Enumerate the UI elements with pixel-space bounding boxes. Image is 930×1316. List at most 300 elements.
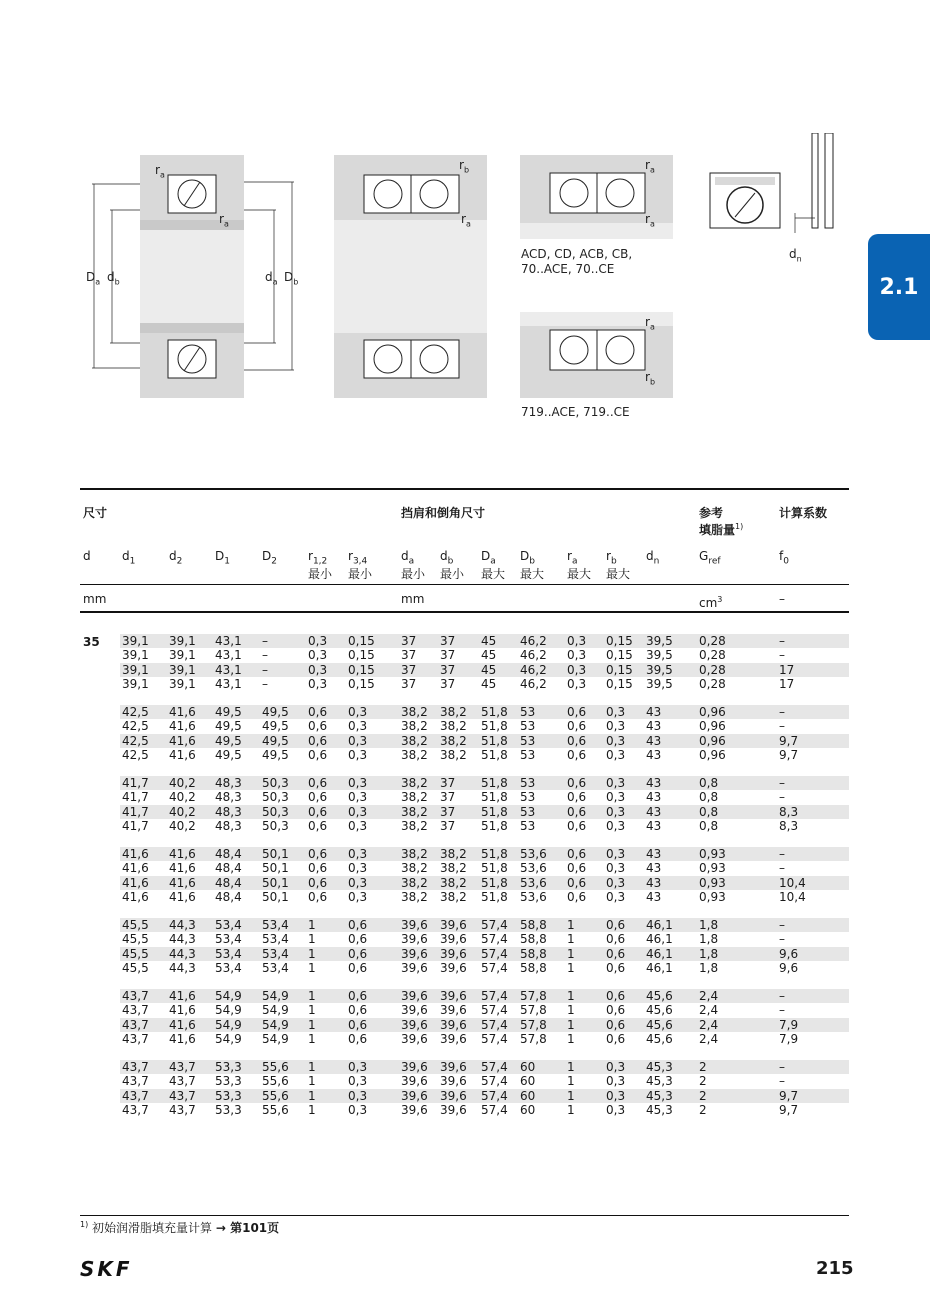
table-cell: 60: [520, 1060, 536, 1074]
table-cell: 49,5: [262, 719, 289, 734]
table-cell: 53,6: [520, 875, 547, 890]
table-cell: 54,9: [215, 989, 242, 1003]
table-cell: 1,8: [699, 960, 719, 975]
table-cell: 55,6: [262, 1074, 289, 1089]
table-cell: –: [779, 634, 785, 648]
table-cell: 38,2: [440, 747, 467, 762]
table-cell: 0,15: [606, 648, 633, 663]
table-cell: 53: [520, 818, 536, 833]
table-cell: 0,3: [308, 676, 328, 691]
table-row: [120, 790, 849, 804]
table-cell: 0,3: [348, 747, 368, 762]
table-cell: 39,6: [440, 1074, 467, 1089]
table-cell: 50,3: [262, 804, 289, 819]
table-cell: 41,6: [169, 747, 196, 762]
table-cell: 46,1: [646, 932, 673, 947]
table-cell: 0,3: [348, 1088, 368, 1103]
table-cell: 0,3: [606, 705, 626, 719]
d-value: 35: [83, 635, 100, 649]
table-row: [120, 876, 849, 890]
table-cell: 55,6: [262, 1060, 289, 1074]
table-cell: 39,6: [401, 946, 428, 961]
table-cell: 45,5: [122, 932, 149, 947]
table-cell: 48,4: [215, 889, 242, 904]
table-cell: 44,3: [169, 932, 196, 947]
table-cell: 53,3: [215, 1060, 242, 1074]
page-number: 215: [816, 1258, 854, 1279]
label-ra-3: $r_a$: [461, 212, 471, 229]
table-cell: 1: [308, 1088, 316, 1103]
table-cell: 8,3: [779, 818, 799, 833]
col-Db: $D_b$ 最大: [520, 549, 545, 582]
table-cell: 0,3: [606, 747, 626, 762]
table-cell: –: [779, 776, 785, 790]
table-cell: 53,4: [215, 946, 242, 961]
col-rb: $r_b$ 最大: [606, 549, 631, 582]
table-cell: 1: [308, 918, 316, 932]
table-cell: –: [779, 790, 785, 805]
table-cell: 46,2: [520, 662, 547, 677]
table-cell: 48,3: [215, 776, 242, 790]
table-cell: 43,7: [169, 1088, 196, 1103]
table-cell: 0,3: [606, 847, 626, 861]
table-cell: 45,6: [646, 1003, 673, 1018]
table-cell: 2,4: [699, 1031, 719, 1046]
table-cell: 0,6: [348, 960, 368, 975]
table-cell: 51,8: [481, 733, 508, 748]
table-cell: 39,6: [440, 1088, 467, 1103]
table-cell: 1: [567, 1060, 575, 1074]
table-cell: 0,3: [606, 776, 626, 790]
label-db: $d_b$: [107, 270, 120, 287]
table-row: [120, 634, 849, 648]
table-cell: 0,96: [699, 733, 726, 748]
table-cell: 41,6: [169, 705, 196, 719]
table-cell: 48,3: [215, 804, 242, 819]
table-cell: 17: [779, 662, 795, 677]
table-cell: 50,1: [262, 861, 289, 876]
table-cell: 49,5: [215, 719, 242, 734]
table-cell: 0,3: [606, 1060, 626, 1074]
table-cell: 0,3: [348, 804, 368, 819]
table-cell: 1: [567, 989, 575, 1003]
table-cell: 38,2: [401, 733, 428, 748]
table-cell: 39,6: [401, 1003, 428, 1018]
table-cell: 1: [308, 1003, 316, 1018]
table-cell: 39,6: [440, 1003, 467, 1018]
table-cell: 39,5: [646, 662, 673, 677]
table-cell: 1: [567, 1031, 575, 1046]
table-cell: 54,9: [262, 1017, 289, 1032]
table-cell: 0,3: [348, 1060, 368, 1074]
table-cell: 41,6: [169, 889, 196, 904]
table-cell: 55,6: [262, 1088, 289, 1103]
table-cell: 0,6: [308, 804, 328, 819]
table-cell: 37: [401, 676, 417, 691]
table-cell: 38,2: [440, 733, 467, 748]
caption-acd: [521, 247, 632, 277]
table-cell: 39,6: [401, 960, 428, 975]
table-cell: 0,6: [308, 733, 328, 748]
table-cell: 49,5: [215, 747, 242, 762]
table-cell: 0,3: [308, 662, 328, 677]
table-row: [120, 890, 849, 904]
table-cell: 10,4: [779, 889, 806, 904]
table-cell: 46,1: [646, 918, 673, 932]
table-cell: 0,6: [606, 1017, 626, 1032]
table-cell: 39,6: [440, 1017, 467, 1032]
label-ra-5: $r_a$: [645, 212, 655, 229]
col-ra: $r_a$ 最大: [567, 549, 592, 582]
table-cell: 45,6: [646, 1017, 673, 1032]
table-cell: –: [779, 861, 785, 876]
table-cell: 50,3: [262, 776, 289, 790]
table-cell: 39,1: [169, 634, 196, 648]
table-cell: 45: [481, 676, 497, 691]
table-cell: 53: [520, 804, 536, 819]
table-cell: 57,4: [481, 946, 508, 961]
table-cell: 51,8: [481, 875, 508, 890]
table-cell: 41,6: [169, 719, 196, 734]
table-cell: 37: [440, 818, 456, 833]
table-cell: 39,1: [122, 676, 149, 691]
table-cell: 45,6: [646, 1031, 673, 1046]
table-cell: 39,6: [401, 1017, 428, 1032]
table-cell: 54,9: [262, 1031, 289, 1046]
table-cell: 60: [520, 1074, 536, 1089]
table-cell: 1: [308, 932, 316, 947]
table-cell: 45,3: [646, 1088, 673, 1103]
table-cell: 43,1: [215, 662, 242, 677]
label-Da: $D_a$: [86, 270, 101, 287]
table-cell: 43,7: [122, 1088, 149, 1103]
table-row: [120, 748, 849, 762]
table-cell: 43: [646, 861, 662, 876]
table-cell: 50,1: [262, 847, 289, 861]
table-cell: 0,3: [606, 790, 626, 805]
skf-logo: SKF: [80, 1257, 133, 1281]
table-cell: 46,2: [520, 634, 547, 648]
table-cell: 45,5: [122, 918, 149, 932]
table-cell: 1: [567, 1017, 575, 1032]
table-row: [120, 1060, 849, 1074]
table-cell: 0,15: [606, 676, 633, 691]
table-cell: 38,2: [401, 705, 428, 719]
table-cell: 51,8: [481, 705, 508, 719]
table-cell: 0,3: [348, 733, 368, 748]
table-cell: 55,6: [262, 1102, 289, 1117]
table-cell: 43: [646, 705, 662, 719]
table-cell: 38,2: [401, 875, 428, 890]
table-cell: 0,15: [348, 662, 375, 677]
table-cell: 41,6: [169, 1031, 196, 1046]
table-cell: 1,8: [699, 918, 719, 932]
table-cell: 39,5: [646, 648, 673, 663]
table-cell: –: [779, 918, 785, 932]
table-cell: –: [779, 1060, 785, 1074]
table-cell: 39,1: [122, 634, 149, 648]
table-cell: 0,6: [567, 790, 587, 805]
table-cell: 45,3: [646, 1074, 673, 1089]
table-cell: 38,2: [401, 847, 428, 861]
label-ra-2: $r_a$: [219, 212, 229, 229]
figure-dn-detail: [705, 133, 840, 233]
table-cell: 39,6: [401, 1074, 428, 1089]
table-cell: 39,1: [169, 662, 196, 677]
table-cell: 0,28: [699, 662, 726, 677]
table-cell: 53: [520, 747, 536, 762]
table-cell: 0,3: [348, 790, 368, 805]
table-cell: 38,2: [440, 889, 467, 904]
table-cell: 0,6: [308, 847, 328, 861]
table-cell: 51,8: [481, 747, 508, 762]
table-cell: 0,3: [606, 1102, 626, 1117]
table-cell: 37: [440, 804, 456, 819]
table-cell: 57,4: [481, 918, 508, 932]
table-cell: 37: [440, 790, 456, 805]
table-cell: 57,4: [481, 1088, 508, 1103]
table-cell: 48,4: [215, 861, 242, 876]
table-cell: 0,6: [308, 790, 328, 805]
table-top-rule: [80, 488, 849, 490]
label-rb-2: $r_b$: [645, 370, 656, 387]
table-cell: 0,3: [606, 861, 626, 876]
table-cell: 40,2: [169, 790, 196, 805]
table-row: [120, 663, 849, 677]
table-cell: 57,8: [520, 989, 547, 1003]
table-cell: 40,2: [169, 776, 196, 790]
table-cell: 51,8: [481, 804, 508, 819]
table-cell: 0,3: [567, 634, 587, 648]
table-cell: 0,6: [606, 960, 626, 975]
table-row: [120, 961, 849, 975]
table-cell: 0,6: [348, 932, 368, 947]
table-cell: 1: [567, 1074, 575, 1089]
table-cell: 0,15: [348, 676, 375, 691]
table-cell: 0,93: [699, 861, 726, 876]
table-cell: 0,3: [348, 1102, 368, 1117]
table-cell: 39,6: [401, 989, 428, 1003]
header-reference-grease: 参考 填脂量$^{1)}$: [699, 506, 744, 537]
table-cell: 41,6: [169, 875, 196, 890]
table-cell: –: [779, 932, 785, 947]
table-cell: 0,3: [308, 648, 328, 663]
table-cell: 2: [699, 1074, 707, 1089]
table-cell: 1: [308, 1060, 316, 1074]
table-cell: 44,3: [169, 946, 196, 961]
table-row: [120, 932, 849, 946]
table-cell: 7,9: [779, 1031, 799, 1046]
table-cell: 53,3: [215, 1074, 242, 1089]
table-row: [120, 1103, 849, 1117]
table-cell: 0,6: [567, 705, 587, 719]
col-D2: $D_2$: [262, 549, 277, 567]
table-cell: 50,1: [262, 875, 289, 890]
table-cell: 0,6: [308, 818, 328, 833]
table-cell: –: [779, 705, 785, 719]
table-cell: 49,5: [215, 733, 242, 748]
table-cell: 0,3: [348, 818, 368, 833]
table-cell: 0,3: [606, 1088, 626, 1103]
caption-acd-line1: ACD, CD, ACB, CB,: [521, 247, 633, 261]
table-cell: 43: [646, 747, 662, 762]
table-cell: 43,7: [169, 1074, 196, 1089]
table-cell: 0,6: [567, 889, 587, 904]
table-cell: 0,6: [567, 818, 587, 833]
col-dn: $d_n$: [646, 549, 660, 567]
table-cell: 45,3: [646, 1060, 673, 1074]
table-unit-rule: [80, 611, 849, 613]
table-cell: 0,6: [348, 946, 368, 961]
footer-rule: [80, 1215, 849, 1216]
table-cell: 53,6: [520, 861, 547, 876]
header-dimensions: 尺寸: [83, 506, 108, 520]
table-cell: 43: [646, 733, 662, 748]
table-cell: 0,6: [606, 1031, 626, 1046]
col-Da: $D_a$ 最大: [481, 549, 506, 582]
table-header-rule: [80, 584, 849, 585]
table-cell: 45: [481, 634, 497, 648]
table-cell: 43: [646, 804, 662, 819]
table-cell: 0,6: [567, 861, 587, 876]
table-cell: 41,6: [122, 861, 149, 876]
table-cell: 58,8: [520, 946, 547, 961]
table-row: [120, 1018, 849, 1032]
table-cell: 0,6: [308, 875, 328, 890]
table-cell: 37: [440, 634, 456, 648]
table-cell: 0,6: [567, 847, 587, 861]
table-cell: 0,6: [567, 875, 587, 890]
table-cell: 41,6: [169, 1003, 196, 1018]
table-cell: 0,6: [348, 1003, 368, 1018]
table-cell: 1: [567, 1088, 575, 1103]
table-cell: 60: [520, 1088, 536, 1103]
table-cell: 43: [646, 790, 662, 805]
unit-mm-2: mm: [401, 592, 425, 606]
table-cell: 0,93: [699, 847, 726, 861]
table-cell: 38,2: [401, 804, 428, 819]
table-cell: 51,8: [481, 818, 508, 833]
table-cell: 39,5: [646, 676, 673, 691]
table-cell: 39,6: [440, 960, 467, 975]
table-cell: 0,15: [606, 634, 633, 648]
table-cell: 0,3: [348, 1074, 368, 1089]
table-cell: 0,6: [308, 776, 328, 790]
table-cell: 0,93: [699, 875, 726, 890]
table-cell: 0,15: [348, 648, 375, 663]
table-cell: 45: [481, 662, 497, 677]
table-cell: 39,6: [440, 946, 467, 961]
table-cell: 49,5: [262, 705, 289, 719]
table-cell: 1: [308, 946, 316, 961]
table-cell: 1: [308, 989, 316, 1003]
table-cell: 0,3: [348, 861, 368, 876]
table-cell: 0,3: [567, 648, 587, 663]
table-cell: 50,1: [262, 889, 289, 904]
table-cell: 41,6: [122, 889, 149, 904]
unit-cm3: $cm^3$: [699, 595, 723, 610]
table-cell: 0,3: [606, 889, 626, 904]
table-cell: 43: [646, 719, 662, 734]
col-db: $d_b$ 最小: [440, 549, 465, 582]
table-cell: 9,6: [779, 960, 799, 975]
header-abutment: 挡肩和倒角尺寸: [401, 506, 486, 520]
unit-dash: –: [779, 592, 785, 606]
table-cell: 1: [308, 960, 316, 975]
table-cell: 0,3: [606, 733, 626, 748]
table-cell: 0,15: [606, 662, 633, 677]
table-cell: 57,4: [481, 1074, 508, 1089]
label-ra-4: $r_a$: [645, 158, 655, 175]
col-Gref: $G_{ref}$: [699, 549, 721, 567]
table-cell: 2: [699, 1088, 707, 1103]
table-cell: 44,3: [169, 918, 196, 932]
table-cell: 53,4: [215, 918, 242, 932]
table-cell: 40,2: [169, 818, 196, 833]
table-cell: 1: [567, 932, 575, 947]
table-cell: 1: [308, 1017, 316, 1032]
table-cell: 46,2: [520, 648, 547, 663]
table-cell: 43,7: [122, 989, 149, 1003]
table-cell: 54,9: [215, 1003, 242, 1018]
table-cell: 1,8: [699, 946, 719, 961]
table-cell: 53,4: [262, 932, 289, 947]
table-cell: –: [779, 1003, 785, 1018]
table-cell: 39,6: [401, 1060, 428, 1074]
table-cell: 46,2: [520, 676, 547, 691]
table-cell: 0,3: [348, 875, 368, 890]
col-da: $d_a$ 最小: [401, 549, 426, 582]
table-cell: 49,5: [262, 747, 289, 762]
table-cell: 38,2: [401, 776, 428, 790]
table-cell: 0,6: [348, 918, 368, 932]
table-cell: 57,4: [481, 1017, 508, 1032]
table-cell: 1: [567, 946, 575, 961]
table-cell: 0,3: [308, 634, 328, 648]
table-cell: 39,6: [440, 1060, 467, 1074]
table-cell: 44,3: [169, 960, 196, 975]
table-cell: 57,8: [520, 1017, 547, 1032]
table-cell: 0,8: [699, 776, 719, 790]
table-cell: 39,1: [169, 648, 196, 663]
table-cell: 43,7: [122, 1017, 149, 1032]
table-cell: 9,7: [779, 1102, 799, 1117]
table-cell: 0,6: [348, 1017, 368, 1032]
table-cell: 0,6: [348, 1031, 368, 1046]
table-cell: 45,5: [122, 946, 149, 961]
table-cell: 39,6: [401, 1088, 428, 1103]
table-cell: 1: [567, 1003, 575, 1018]
table-cell: 43,1: [215, 676, 242, 691]
table-cell: 43,1: [215, 648, 242, 663]
table-cell: 43,7: [122, 1031, 149, 1046]
table-cell: 0,93: [699, 889, 726, 904]
table-cell: 2,4: [699, 989, 719, 1003]
table-cell: 1: [567, 918, 575, 932]
table-cell: 1: [308, 1102, 316, 1117]
table-cell: 45,5: [122, 960, 149, 975]
table-cell: 57,4: [481, 1102, 508, 1117]
table-cell: 42,5: [122, 719, 149, 734]
table-row: [120, 776, 849, 790]
header-calc-factor: 计算系数: [779, 506, 828, 520]
table-cell: 45: [481, 648, 497, 663]
table-cell: 0,3: [348, 719, 368, 734]
table-cell: 0,96: [699, 705, 726, 719]
table-cell: 46,1: [646, 946, 673, 961]
table-cell: 41,6: [122, 847, 149, 861]
table-row: [120, 1089, 849, 1103]
